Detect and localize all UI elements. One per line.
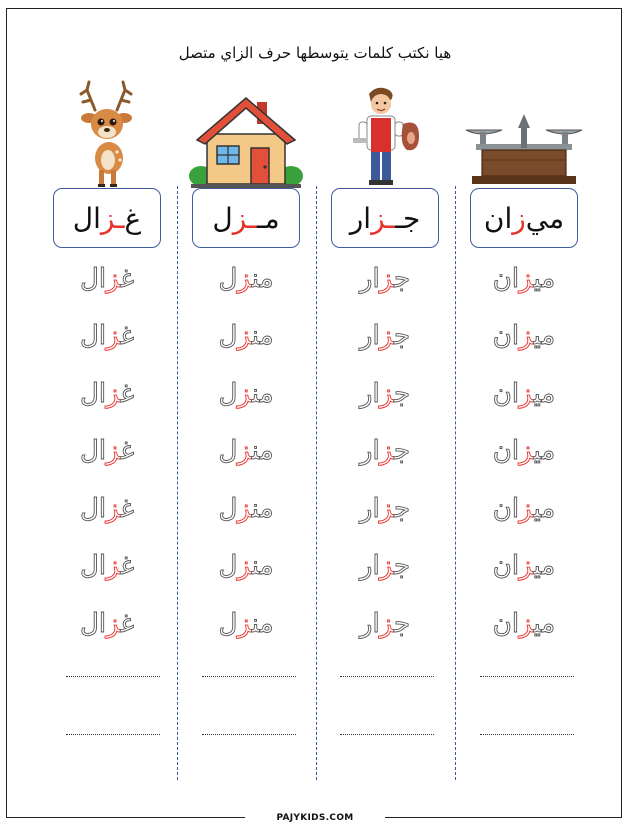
zay-letter: ز xyxy=(379,551,395,582)
zay-letter: ز xyxy=(519,551,534,582)
trace-word: غزال xyxy=(79,263,135,294)
trace-word: جزار xyxy=(359,493,411,524)
butcher-picture xyxy=(322,80,448,188)
trace-word: منزل xyxy=(218,436,274,467)
trace-row xyxy=(461,250,587,308)
trace-row xyxy=(44,250,170,308)
trace-word: غزال xyxy=(79,608,135,639)
zay-letter: ز xyxy=(237,551,252,582)
trace-row xyxy=(322,538,448,596)
word-label: جـ ـز ار xyxy=(331,188,439,248)
trace-word: جزار xyxy=(359,551,411,582)
zay-letter: ز xyxy=(519,263,534,294)
trace-word: منزل xyxy=(218,321,274,352)
writing-line[interactable] xyxy=(480,676,574,677)
zay-letter: ز xyxy=(379,608,395,639)
footer-brand: PAJYKIDS.COM xyxy=(245,810,385,826)
trace-word: منزل xyxy=(218,378,274,409)
trace-row xyxy=(461,423,587,481)
writing-line[interactable] xyxy=(66,676,160,677)
trace-word: غزال xyxy=(79,321,135,352)
trace-word: ميزان xyxy=(492,263,556,294)
zay-letter: ز xyxy=(106,378,121,409)
trace-word: غزال xyxy=(79,378,135,409)
column-scale xyxy=(461,80,587,653)
zay-letter: ز xyxy=(237,493,252,524)
zay-letter: ـز xyxy=(232,201,257,235)
deer-icon xyxy=(67,80,147,188)
trace-word: ميزان xyxy=(492,378,556,409)
trace-list xyxy=(183,250,309,653)
trace-word: منزل xyxy=(218,608,274,639)
zay-letter: ز xyxy=(379,436,395,467)
trace-word: ميزان xyxy=(492,493,556,524)
zay-letter: ز xyxy=(237,608,252,639)
zay-letter: ز xyxy=(106,551,121,582)
zay-letter: ز xyxy=(519,493,534,524)
trace-row xyxy=(322,423,448,481)
trace-list xyxy=(322,250,448,653)
trace-row xyxy=(322,595,448,653)
writing-line[interactable] xyxy=(340,734,434,735)
trace-word: ميزان xyxy=(492,551,556,582)
trace-row xyxy=(183,365,309,423)
zay-letter: ز xyxy=(379,263,395,294)
zay-letter: ز xyxy=(519,321,534,352)
writing-line[interactable] xyxy=(480,734,574,735)
trace-row xyxy=(461,538,587,596)
zay-letter: ز xyxy=(237,321,252,352)
worksheet-title: هيا نكتب كلمات يتوسطها حرف الزاي متصل xyxy=(178,44,452,62)
trace-word: غزال xyxy=(79,436,135,467)
trace-word: جزار xyxy=(359,608,411,639)
zay-letter: ز xyxy=(106,263,121,294)
trace-word: ميزان xyxy=(492,608,556,639)
zay-letter: ز xyxy=(106,493,121,524)
trace-row xyxy=(183,595,309,653)
writing-line[interactable] xyxy=(340,676,434,677)
trace-row xyxy=(461,365,587,423)
word-label: مي ز ان xyxy=(470,188,578,248)
trace-row xyxy=(183,538,309,596)
zay-letter: ز xyxy=(237,378,252,409)
column-divider xyxy=(177,186,178,780)
zay-letter: ـز xyxy=(100,201,125,235)
writing-line[interactable] xyxy=(66,734,160,735)
zay-letter: ز xyxy=(379,378,395,409)
zay-letter: ز xyxy=(379,493,395,524)
deer-picture xyxy=(44,80,170,188)
zay-letter: ـز xyxy=(371,201,395,235)
writing-line[interactable] xyxy=(202,676,296,677)
trace-word: جزار xyxy=(359,378,411,409)
writing-line[interactable] xyxy=(202,734,296,735)
trace-row xyxy=(461,480,587,538)
trace-list xyxy=(44,250,170,653)
zay-letter: ز xyxy=(237,263,252,294)
house-icon xyxy=(187,88,305,188)
column-divider xyxy=(455,186,456,780)
trace-row xyxy=(461,308,587,366)
trace-row xyxy=(322,365,448,423)
trace-row xyxy=(183,250,309,308)
trace-row xyxy=(44,538,170,596)
trace-row xyxy=(44,308,170,366)
scale-icon xyxy=(462,108,586,188)
trace-word: منزل xyxy=(218,263,274,294)
zay-letter: ز xyxy=(106,608,121,639)
trace-row xyxy=(44,595,170,653)
house-picture xyxy=(183,80,309,188)
zay-letter: ز xyxy=(512,201,526,235)
zay-letter: ز xyxy=(519,378,534,409)
column-deer xyxy=(44,80,170,653)
trace-word: جزار xyxy=(359,436,411,467)
butcher-icon xyxy=(345,80,425,188)
trace-word: ميزان xyxy=(492,436,556,467)
trace-word: جزار xyxy=(359,321,411,352)
trace-row xyxy=(461,595,587,653)
word-label: مـ ـز ل xyxy=(192,188,300,248)
column-divider xyxy=(316,186,317,780)
trace-word: غزال xyxy=(79,493,135,524)
trace-row xyxy=(44,480,170,538)
trace-list xyxy=(461,250,587,653)
trace-row xyxy=(183,480,309,538)
zay-letter: ز xyxy=(379,321,395,352)
trace-row xyxy=(44,423,170,481)
zay-letter: ز xyxy=(106,321,121,352)
zay-letter: ز xyxy=(106,436,121,467)
zay-letter: ز xyxy=(237,436,252,467)
column-butcher xyxy=(322,80,448,653)
trace-row xyxy=(322,480,448,538)
column-house xyxy=(183,80,309,653)
zay-letter: ز xyxy=(519,436,534,467)
trace-row xyxy=(183,308,309,366)
trace-row xyxy=(322,250,448,308)
trace-word: منزل xyxy=(218,493,274,524)
trace-word: منزل xyxy=(218,551,274,582)
trace-word: جزار xyxy=(359,263,411,294)
word-label: غ ـز ال xyxy=(53,188,161,248)
trace-row xyxy=(44,365,170,423)
trace-row xyxy=(322,308,448,366)
zay-letter: ز xyxy=(519,608,534,639)
trace-row xyxy=(183,423,309,481)
trace-word: غزال xyxy=(79,551,135,582)
trace-word: ميزان xyxy=(492,321,556,352)
scale-picture xyxy=(461,80,587,188)
